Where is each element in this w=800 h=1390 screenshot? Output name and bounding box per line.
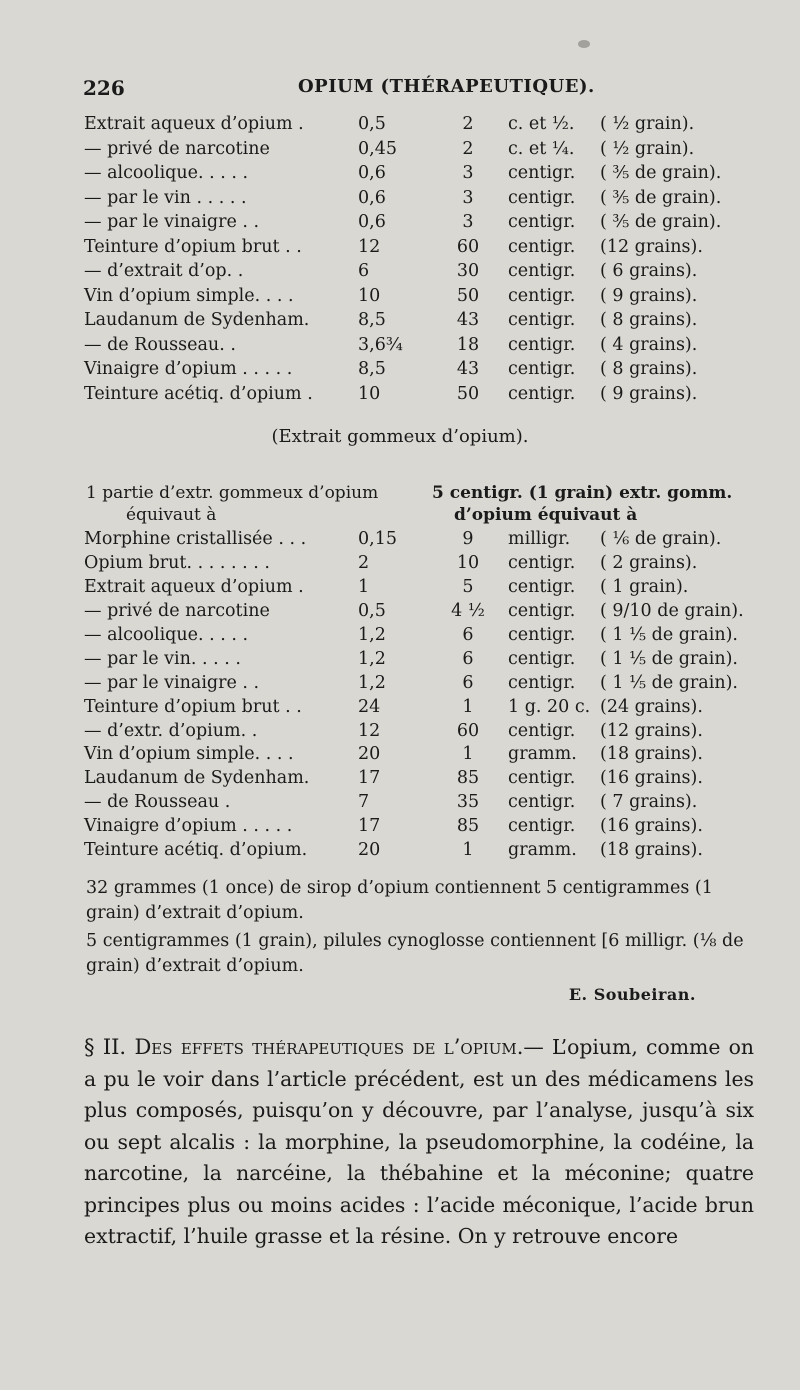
intro-left	[86, 482, 378, 526]
table-cell: (12 grains).	[600, 236, 703, 257]
table-cell: — alcoolique. . . . .	[84, 625, 249, 645]
table-cell: ( 2 grains).	[600, 553, 698, 574]
table-cell: ( 9 grains).	[600, 383, 698, 404]
table-cell: 2	[358, 553, 370, 574]
table-cell: 10	[358, 383, 381, 404]
table-row	[84, 357, 786, 382]
table-row	[84, 600, 786, 624]
section-title: (Extrait gommeux d’opium).	[271, 426, 529, 447]
table-cell: — par le vin. . . . .	[84, 648, 241, 669]
table-row	[84, 112, 786, 137]
table-cell: 0,6	[358, 163, 386, 184]
table-row	[84, 552, 786, 576]
table-cell: — par le vin . . . . .	[84, 187, 247, 208]
equivalence-table-1	[84, 112, 786, 406]
table-cell: centigr.	[508, 672, 576, 693]
table-cell: 18	[456, 334, 480, 355]
table-cell: ( ⅗ de grain).	[600, 163, 722, 184]
table-row	[84, 695, 786, 719]
table-cell: Teinture d’opium brut . .	[84, 236, 302, 257]
table-cell: Vinaigre d’opium . . . . .	[84, 816, 293, 837]
table-cell: (18 grains).	[600, 744, 703, 765]
table-cell: 1,2	[358, 625, 386, 645]
table-cell: 0,6	[358, 212, 386, 233]
table-cell: gramm.	[508, 744, 577, 765]
table-cell: 0,45	[358, 138, 397, 159]
table-row	[84, 137, 786, 162]
section-paragraph	[84, 1032, 754, 1253]
intro-left-line: 1 partie d’extr. gommeux d’opium	[86, 483, 379, 503]
table-cell: 3	[462, 163, 474, 184]
table-cell: 85	[456, 816, 480, 837]
table-cell: 35	[456, 792, 480, 813]
table-cell: 1,2	[358, 648, 386, 669]
table-cell: 1,2	[358, 672, 386, 693]
table-cell: Teinture acétiq. d’opium .	[84, 383, 313, 404]
table-cell: 0,5	[358, 601, 386, 622]
table-cell: ( ½ grain).	[600, 114, 695, 135]
page-number: 226	[83, 76, 125, 100]
table-cell: 0,5	[358, 114, 386, 135]
table-cell: 5	[462, 577, 474, 598]
note-pilules: 5 centigrammes (1 grain), pilules cynoglosse contiennent [6 milligr. (⅛ de grain) d’extrait d’opium.	[86, 931, 744, 976]
table-cell: 6	[462, 625, 474, 645]
table-cell: centigr.	[508, 187, 576, 208]
table-cell: — privé de narcotine	[84, 138, 270, 159]
table-cell: Morphine cristallisée . . .	[84, 529, 307, 550]
table-cell: — par le vinaigre . .	[84, 212, 260, 233]
table-cell: centigr.	[508, 212, 576, 233]
table-row	[84, 839, 786, 863]
table-cell: 85	[456, 768, 480, 789]
table-cell: Extrait aqueux d’opium .	[84, 114, 304, 135]
table-cell: 8,5	[358, 359, 386, 380]
table-cell: centigr.	[508, 816, 576, 837]
table-row	[84, 528, 786, 552]
table-cell: ( 9 grains).	[600, 285, 698, 306]
table-row	[84, 719, 786, 743]
table-cell: Vinaigre d’opium . . . . .	[84, 359, 293, 380]
table-cell: 12	[358, 720, 381, 741]
intro-left-line: équivaut à	[126, 505, 217, 525]
table-cell: 3	[462, 212, 474, 233]
table-cell: centigr.	[508, 310, 576, 331]
table-cell: ( 8 grains).	[600, 310, 698, 331]
table-row	[84, 186, 786, 211]
table-cell: 1	[462, 840, 474, 861]
table-cell: ( 7 grains).	[600, 792, 698, 813]
table-cell: Vin d’opium simple. . . .	[84, 744, 294, 765]
table-cell: centigr.	[508, 359, 576, 380]
table-row	[84, 235, 786, 260]
section-heading: § II. Des effets thérapeutiques de l’opium.	[84, 1035, 524, 1059]
table-cell: 6	[462, 648, 474, 669]
table-cell: gramm.	[508, 840, 577, 861]
table-cell: Extrait aqueux d’opium .	[84, 577, 304, 598]
table-cell: 10	[358, 285, 381, 306]
table-cell: 0,15	[358, 529, 397, 550]
table-cell: 1	[358, 577, 370, 598]
table-cell: centigr.	[508, 792, 576, 813]
table-cell: — alcoolique. . . . .	[84, 163, 249, 184]
running-title: OPIUM (THÉRAPEUTIQUE).	[298, 76, 595, 97]
table-row	[84, 647, 786, 671]
table-cell: 24	[358, 696, 381, 717]
table-cell: 9	[462, 529, 474, 550]
table-cell: 60	[456, 720, 480, 741]
table-cell: Laudanum de Sydenham.	[84, 768, 310, 789]
table-cell: — d’extr. d’opium. .	[84, 720, 258, 741]
table-cell: 20	[358, 840, 381, 861]
table-cell: milligr.	[508, 529, 571, 550]
table-row	[84, 791, 786, 815]
table-cell: 12	[358, 236, 381, 257]
table-cell: 1	[462, 696, 474, 717]
table-cell: 4 ½	[451, 601, 485, 622]
table-row	[84, 161, 786, 186]
table-cell: centigr.	[508, 285, 576, 306]
table-row	[84, 382, 786, 407]
table-cell: 3	[462, 187, 474, 208]
table-cell: centigr.	[508, 601, 576, 622]
ink-stain	[578, 40, 590, 48]
table-cell: 2	[462, 114, 474, 135]
table-cell: (24 grains).	[600, 696, 703, 717]
table-cell: Teinture d’opium brut . .	[84, 696, 302, 717]
table-cell: ( 6 grains).	[600, 261, 698, 282]
table-cell: — de Rousseau. .	[84, 334, 236, 355]
table-cell: ( 1 ⅕ de grain).	[600, 625, 738, 645]
table-row	[84, 815, 786, 839]
table-cell: 1	[462, 744, 474, 765]
table-cell: Opium brut. . . . . . . .	[84, 553, 270, 574]
table-row	[84, 576, 786, 600]
table-cell: ( 1 ⅕ de grain).	[600, 648, 738, 669]
table-cell: — privé de narcotine	[84, 601, 270, 622]
table-cell: centigr.	[508, 553, 576, 574]
table-row	[84, 671, 786, 695]
table-cell: 10	[456, 553, 480, 574]
table-cell: Vin d’opium simple. . . .	[84, 285, 294, 306]
table-cell: 20	[358, 744, 381, 765]
table-cell: ( 1 ⅕ de grain).	[600, 672, 738, 693]
table-row	[84, 210, 786, 235]
table-cell: 7	[358, 792, 370, 813]
table-cell: 17	[358, 816, 381, 837]
table-cell: Teinture acétiq. d’opium.	[84, 840, 308, 861]
table-cell: 60	[456, 236, 480, 257]
table-cell: — par le vinaigre . .	[84, 672, 260, 693]
table-cell: centigr.	[508, 163, 576, 184]
table-row	[84, 259, 786, 284]
table-cell: 17	[358, 768, 381, 789]
table-cell: 6	[462, 672, 474, 693]
intro-right-line: 5 centigr. (1 grain) extr. gomm.	[432, 483, 733, 503]
table-cell: ( 9/10 de grain).	[600, 601, 744, 622]
equivalence-table-2	[84, 528, 786, 862]
table-cell: 6	[358, 261, 370, 282]
table-cell: c. et ½.	[508, 114, 575, 135]
table-cell: 8,5	[358, 310, 386, 331]
table-cell: (18 grains).	[600, 840, 703, 861]
table-cell: ( ½ grain).	[600, 138, 695, 159]
table-cell: ( ⅗ de grain).	[600, 212, 722, 233]
table-cell: 43	[456, 359, 480, 380]
table-cell: ( 4 grains).	[600, 334, 698, 355]
table-cell: (16 grains).	[600, 768, 703, 789]
signature: E. Soubeiran.	[568, 985, 696, 1004]
table-cell: 43	[456, 310, 480, 331]
table-row	[84, 624, 786, 648]
table-row	[84, 767, 786, 791]
table-cell: centigr.	[508, 236, 576, 257]
table-cell: 2	[462, 138, 474, 159]
table-cell: centigr.	[508, 261, 576, 282]
table-cell: centigr.	[508, 383, 576, 404]
table-cell: centigr.	[508, 648, 576, 669]
table-cell: (12 grains).	[600, 720, 703, 741]
table-cell: Laudanum de Sydenham.	[84, 310, 310, 331]
table-cell: centigr.	[508, 768, 576, 789]
table-cell: — de Rousseau .	[84, 792, 231, 813]
table-cell: centigr.	[508, 720, 576, 741]
table-row	[84, 284, 786, 309]
table-cell: centigr.	[508, 577, 576, 598]
table-cell: centigr.	[508, 334, 576, 355]
note-sirop: 32 grammes (1 once) de sirop d’opium contiennent 5 centigrammes (1 grain) d’extrait d’opium.	[86, 878, 713, 923]
table-row	[84, 333, 786, 358]
intro-right-line: d’opium équivaut à	[454, 505, 638, 525]
section-body: — L’opium, comme on a pu le voir dans l’article précédent, est un des médicamens les plus composés, puisqu’on y découvre, par l’analyse, jusqu’à six ou sept alcalis : la morphine, la pseudomorphine, la codéine, la narcotine, la narcéine, la thébahine et la méconine; quatre principes plus ou moins acides : l’acide méconique, l’acide brun extractif, l’huile grasse et la résine. On y retrouve encore	[84, 1035, 755, 1248]
table-cell: ( 1 grain).	[600, 577, 689, 598]
table-cell: — d’extrait d’op. .	[84, 261, 244, 282]
table-cell: centigr.	[508, 625, 576, 645]
table-cell: 1 g. 20 c.	[508, 696, 591, 717]
table-row	[84, 308, 786, 333]
table-cell: 30	[456, 261, 480, 282]
intro-right	[432, 482, 732, 526]
table-cell: c. et ¼.	[508, 138, 575, 159]
table-cell: 3,6¾	[358, 334, 403, 355]
table-cell: 0,6	[358, 187, 386, 208]
table-cell: (16 grains).	[600, 816, 703, 837]
table-cell: ( ⅙ de grain).	[600, 529, 722, 550]
table-cell: ( 8 grains).	[600, 359, 698, 380]
table-cell: 50	[456, 285, 480, 306]
table-cell: 50	[456, 383, 480, 404]
table-cell: ( ⅗ de grain).	[600, 187, 722, 208]
table-row	[84, 743, 786, 767]
